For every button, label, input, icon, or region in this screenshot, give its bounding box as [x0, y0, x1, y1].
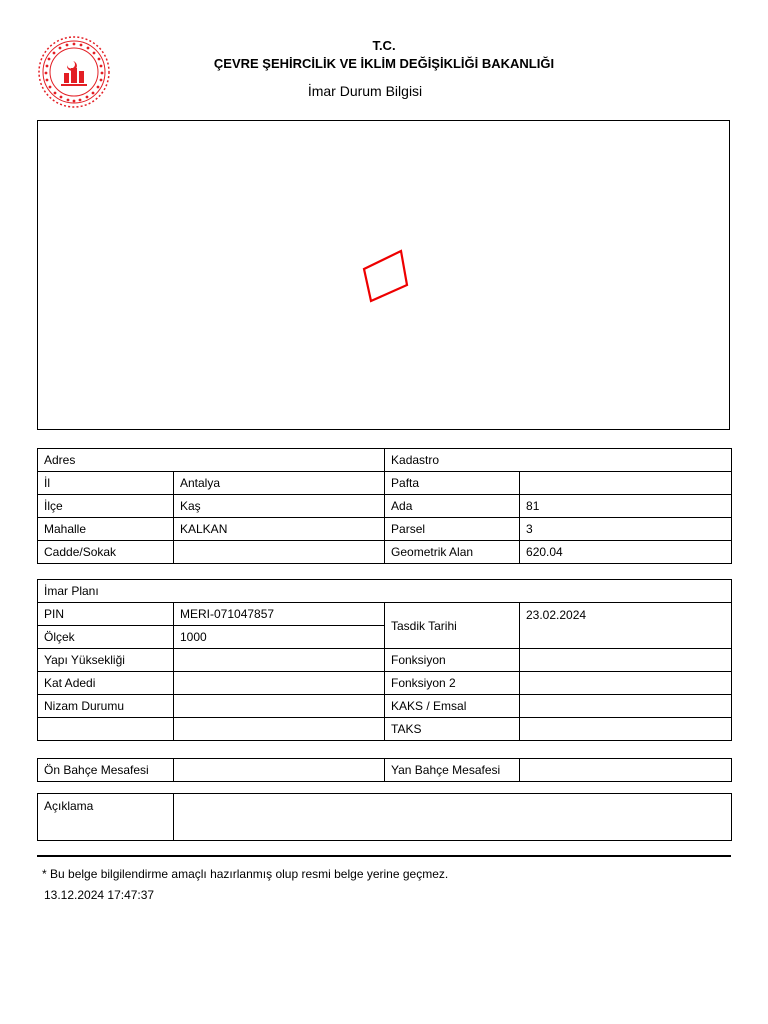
fonksiyon-2-label: Fonksiyon 2: [385, 672, 520, 695]
timestamp: 13.12.2024 17:47:37: [44, 888, 155, 902]
kat-adedi-label: Kat Adedi: [38, 672, 174, 695]
pin-value: MERI-071047857: [174, 603, 385, 626]
empty-cell: [174, 718, 385, 741]
header-tc: T.C.: [372, 38, 396, 53]
ministry-title: ÇEVRE ŞEHİRCİLİK VE İKLİM DEĞİŞİKLİĞİ BAKANLIĞI: [213, 56, 555, 71]
nizam-durumu-label: Nizam Durumu: [38, 695, 174, 718]
kaks-emsal-label: KAKS / Emsal: [385, 695, 520, 718]
parsel-label: Parsel: [385, 518, 520, 541]
mahalle-value: KALKAN: [174, 518, 385, 541]
empty-cell: [38, 718, 174, 741]
ada-value: 81: [520, 495, 732, 518]
mahalle-label: Mahalle: [38, 518, 174, 541]
imar-plani-section-label: İmar Planı: [38, 580, 732, 603]
aciklama-value: [174, 794, 732, 841]
on-bahce-value: [174, 759, 385, 782]
fonksiyon-label: Fonksiyon: [385, 649, 520, 672]
ilce-label: İlçe: [38, 495, 174, 518]
parcel-map-panel: [37, 120, 730, 430]
cadde-label: Cadde/Sokak: [38, 541, 174, 564]
yapi-yuksekligi-label: Yapı Yüksekliği: [38, 649, 174, 672]
fonksiyon-value: [520, 649, 732, 672]
tasdik-tarihi-label: Tasdik Tarihi: [385, 603, 520, 649]
address-section-label: Adres: [38, 449, 385, 472]
kaks-emsal-value: [520, 695, 732, 718]
setbacks-table: [37, 758, 732, 782]
olcek-value: 1000: [174, 626, 385, 649]
yapi-yuksekligi-value: [174, 649, 385, 672]
taks-label: TAKS: [385, 718, 520, 741]
pafta-value: [520, 472, 732, 495]
on-bahce-label: Ön Bahçe Mesafesi: [38, 759, 174, 782]
yan-bahce-value: [520, 759, 732, 782]
taks-value: [520, 718, 732, 741]
olcek-label: Ölçek: [38, 626, 174, 649]
kadastro-section-label: Kadastro: [385, 449, 732, 472]
ada-label: Ada: [385, 495, 520, 518]
nizam-durumu-value: [174, 695, 385, 718]
geometrik-alan-label: Geometrik Alan: [385, 541, 520, 564]
footer-divider: [37, 855, 731, 857]
geometrik-alan-value: 620.04: [520, 541, 732, 564]
fonksiyon-2-value: [520, 672, 732, 695]
il-value: Antalya: [174, 472, 385, 495]
pin-label: PIN: [38, 603, 174, 626]
parcel-outline: [364, 251, 407, 301]
disclaimer-note: * Bu belge bilgilendirme amaçlı hazırlanmış olup resmi belge yerine geçmez.: [42, 867, 449, 881]
il-label: İl: [38, 472, 174, 495]
parsel-value: 3: [520, 518, 732, 541]
imar-plani-table: [37, 579, 732, 741]
kat-adedi-value: [174, 672, 385, 695]
tasdik-tarihi-value: 23.02.2024: [520, 603, 732, 649]
pafta-label: Pafta: [385, 472, 520, 495]
document-subtitle: İmar Durum Bilgisi: [307, 83, 423, 99]
yan-bahce-label: Yan Bahçe Mesafesi: [385, 759, 520, 782]
address-cadastre-table: [37, 448, 732, 564]
cadde-value: [174, 541, 385, 564]
aciklama-label: Açıklama: [38, 794, 174, 841]
aciklama-table: [37, 793, 732, 841]
ilce-value: Kaş: [174, 495, 385, 518]
